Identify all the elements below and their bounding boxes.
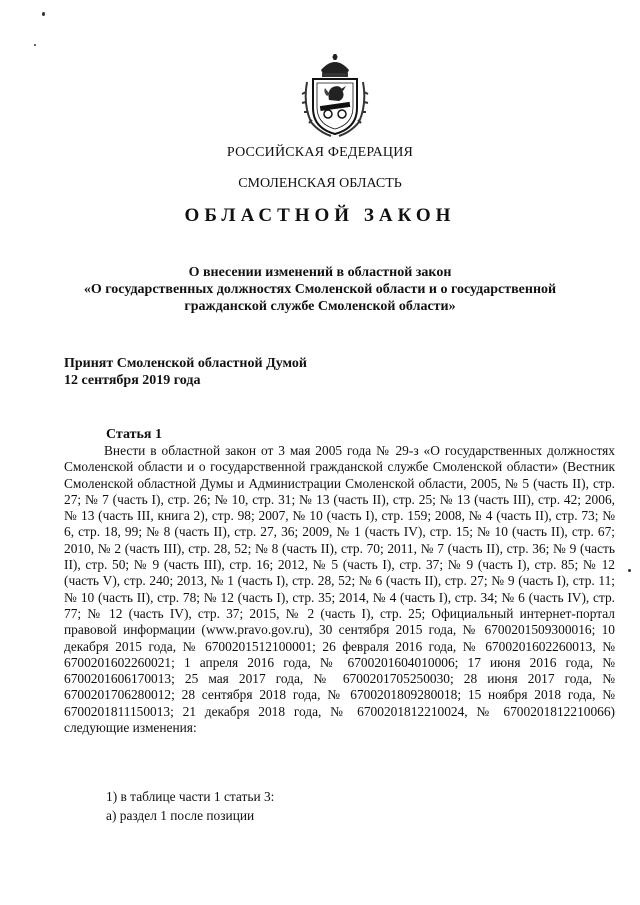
article-title: Статья 1: [106, 427, 162, 442]
law-type-title: ОБЛАСТНОЙ ЗАКОН: [184, 205, 456, 226]
article-body-paragraph: Внести в областной закон от 3 мая 2005 года № 29-з «О государственных должностях Смоленской области и о государственной гражданской службе Смоленской области» (Вестник Смоленской областной Думы и Администрации Смоленской области, 2005, № 5 (часть II), стр. 27; № 7 (часть I), стр. 26; № 10, стр. 31; № 13 (часть II), стр. 25; № 13 (часть III), стр. 42; 2006, № 13 (часть III, книга 2), стр. 98; 2007, № 10 (часть I), стр. 159; 2008, № 4 (часть II), стр. 73; № 6, стр. 18, 99; № 8 (часть II), стр. 27, 36; 2009, № 1 (часть IV), стр. 15; № 10 (часть II), стр. 67; 2010, № 2 (часть III), стр. 28, 52; № 8 (часть II), стр. 70; 2011, № 7 (часть II), стр. 36; № 9 (часть II), стр. 50; № 9 (часть III), стр. 16; 2012, № 5 (часть I), стр. 37; № 9 (часть I), стр. 85; № 12 (часть V), стр. 240; 2013, № 1 (часть I), стр. 28, 52; № 6 (часть II), стр. 27; № 9 (часть I), стр. 11; № 10 (часть II), стр. 78; № 12 (часть I), стр. 35; 2014, № 4 (часть I), стр. 34; № 6 (часть IV), стр. 77; № 12 (часть IV), стр. 37; 2015, № 2 (часть I), стр. 25; Официальный интернет-портал правовой информации (www.pravo.gov.ru), 30 сентября 2015 года, № 6700201509300016; 10 декабря 2015 года, № 6700201512100001; 26 февраля 2016 года, № 6700201602260013, № 6700201602260021; 1 апреля 2016 года, № 6700201604010006; 17 июня 2016 года, № 6700201606170013; 25 мая 2017 года, № 6700201705250030; 28 июня 2017 года, № 6700201706280012; 28 сентября 2018 года, № 6700201809280018; 15 ноября 2018 года, № 6700201811150013; 21 декабря 2018 года, № 6700201812210024, № 6700201812210066) следующие изменения:: [64, 443, 615, 736]
adoption-info: [64, 355, 307, 389]
scan-speck: [34, 44, 36, 46]
law-subject-line: О внесении изменений в областной закон: [188, 265, 452, 280]
law-subject: [0, 264, 640, 315]
smolensk-coat-of-arms-icon: [297, 52, 373, 138]
law-subject-line: гражданской службе Смоленской области»: [184, 299, 456, 314]
scan-speck: [628, 569, 631, 572]
adoption-body: Принят Смоленской областной Думой: [64, 356, 307, 371]
region-heading: СМОЛЕНСКАЯ ОБЛАСТЬ: [238, 176, 402, 191]
amendment-subitem: а) раздел 1 после позиции: [106, 808, 255, 823]
law-subject-line: «О государственных должностях Смоленской области и о государственной: [83, 282, 557, 297]
adoption-date: 12 сентября 2019 года: [64, 373, 201, 388]
scan-speck: [42, 12, 45, 16]
amendment-item: 1) в таблице части 1 статьи 3:: [106, 789, 275, 804]
federation-heading: РОССИЙСКАЯ ФЕДЕРАЦИЯ: [226, 145, 414, 160]
